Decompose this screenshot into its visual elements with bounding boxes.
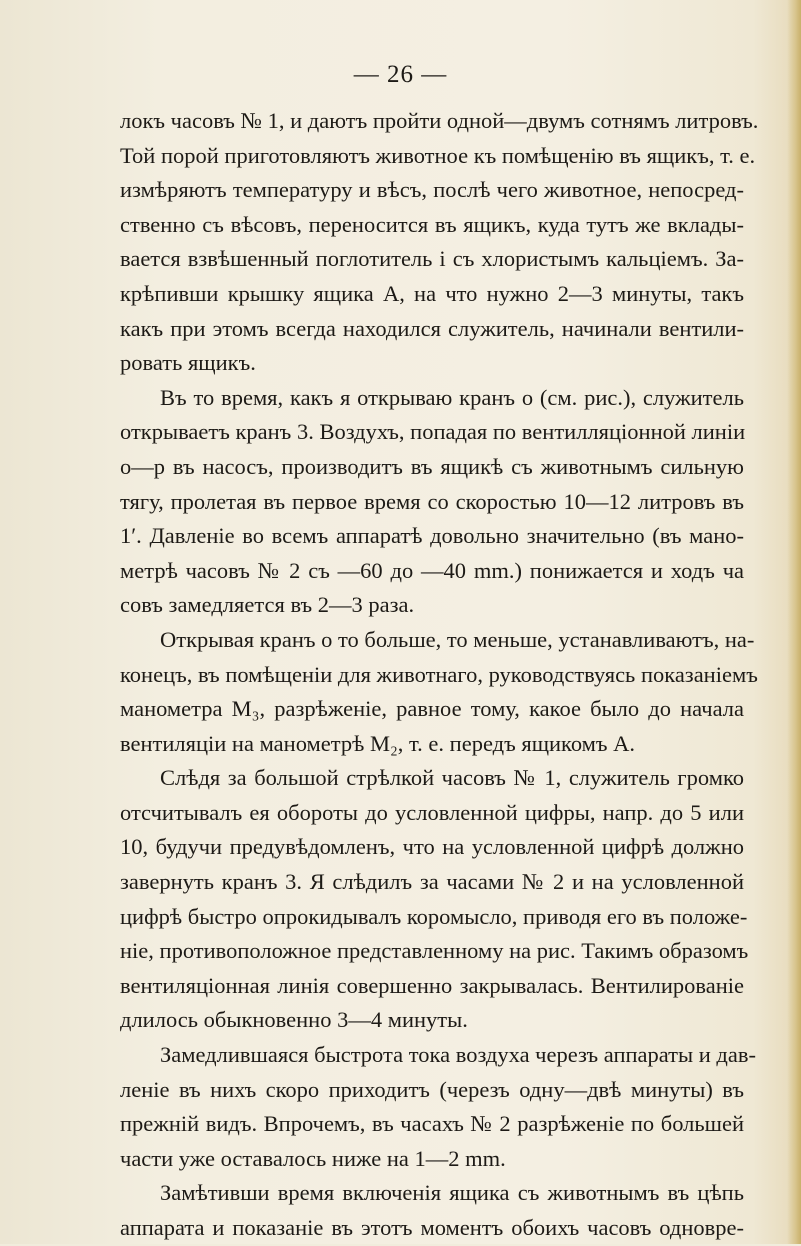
text-line: ніе, противоположное представленному на рис. Такимъ образомъ <box>120 938 749 964</box>
text-line: метрѣ часовъ № 2 съ —60 до —40 mm.) понижается и ходъ ча <box>120 557 744 583</box>
text-line: леніе въ нихъ скоро приходитъ (черезъ одну—двѣ минуты) въ <box>120 1076 744 1102</box>
text-line: ственно съ вѣсовъ, переносится въ ящикъ, куда тутъ же вклады- <box>120 211 744 237</box>
text-line: измѣряютъ температуру и вѣсъ, послѣ чего животное, непосред- <box>120 177 744 203</box>
text-line: Замѣтивши время включенія ящика съ животнымъ въ цѣпь <box>160 1180 744 1206</box>
text-line: открываетъ кранъ 3. Воздухъ, попадая по вентилляціонной линіи <box>120 419 746 445</box>
text-line: ровать ящикъ. <box>120 350 256 376</box>
text-line: какъ при этомъ всегда находился служитель, начинали вентили- <box>120 315 744 341</box>
text-line: завернуть кранъ 3. Я слѣдилъ за часами № 2 и на условленной <box>120 869 744 895</box>
text-line: аппарата и показаніе въ этотъ моментъ обоихъ часовъ одновре- <box>120 1215 744 1240</box>
text-line: длилось обыкновенно 3—4 минуты. <box>120 1007 468 1033</box>
text-line: тягу, пролетая въ первое время со скоростью 10—12 литровъ въ <box>120 488 744 514</box>
text-line: вентиляціи на манометрѣ М₂, т. е. передъ ящикомъ А. <box>120 730 636 756</box>
text-line: манометра М₃, разрѣженіе, равное тому, какое было до начала <box>120 696 744 722</box>
text-line: о—р въ насосъ, производитъ въ ящикѣ съ животнымъ сильную <box>120 453 744 479</box>
page-number: — 26 — <box>353 61 448 88</box>
text-line: отсчитывалъ ея обороты до условленной цифры, напр. до 5 или <box>120 799 744 825</box>
text-line: вается взвѣшенный поглотитель і съ хлористымъ кальціемъ. За- <box>120 246 744 272</box>
text-line: Открывая кранъ о то больше, то меньше, устанавливаютъ, на- <box>160 626 755 652</box>
text-line: крѣпивши крышку ящика А, на что нужно 2—3 минуты, такъ <box>120 280 744 306</box>
text-line: 1′. Давленіе во всемъ аппаратѣ довольно значительно (въ мано- <box>120 523 744 549</box>
page-edge-shadow <box>787 0 801 1244</box>
text-line: Замедлившаяся быстрота тока воздуха черезъ аппараты и дав- <box>160 1042 756 1068</box>
text-line: совъ замедляется въ 2—3 раза. <box>120 592 415 618</box>
body-text <box>120 104 759 1246</box>
text-line: 10, будучи предувѣдомленъ, что на условленной цифрѣ должно <box>120 834 744 860</box>
text-line: Въ то время, какъ я открываю кранъ о (см. рис.), служитель <box>160 384 744 410</box>
text-line: конецъ, въ помѣщеніи для животнаго, руководствуясь показаніемъ <box>120 661 758 687</box>
text-line: цифрѣ быстро опрокидывалъ коромысло, приводя его въ положе- <box>120 903 748 929</box>
text-line: Слѣдя за большой стрѣлкой часовъ № 1, служитель громко <box>160 765 744 791</box>
text-line: прежній видъ. Впрочемъ, въ часахъ № 2 разрѣженіе по большей <box>120 1111 744 1137</box>
text-line: вентиляціонная линія совершенно закрывалась. Вентилированіе <box>120 972 744 998</box>
text-line: локъ часовъ № 1, и даютъ пройти одной—двумъ сотнямъ литровъ. <box>120 108 759 133</box>
text-line: части уже оставалось ниже на 1—2 mm. <box>120 1145 506 1171</box>
text-line: Той порой приготовляютъ животное къ помѣщенію въ ящикъ, т. е. <box>120 142 756 168</box>
